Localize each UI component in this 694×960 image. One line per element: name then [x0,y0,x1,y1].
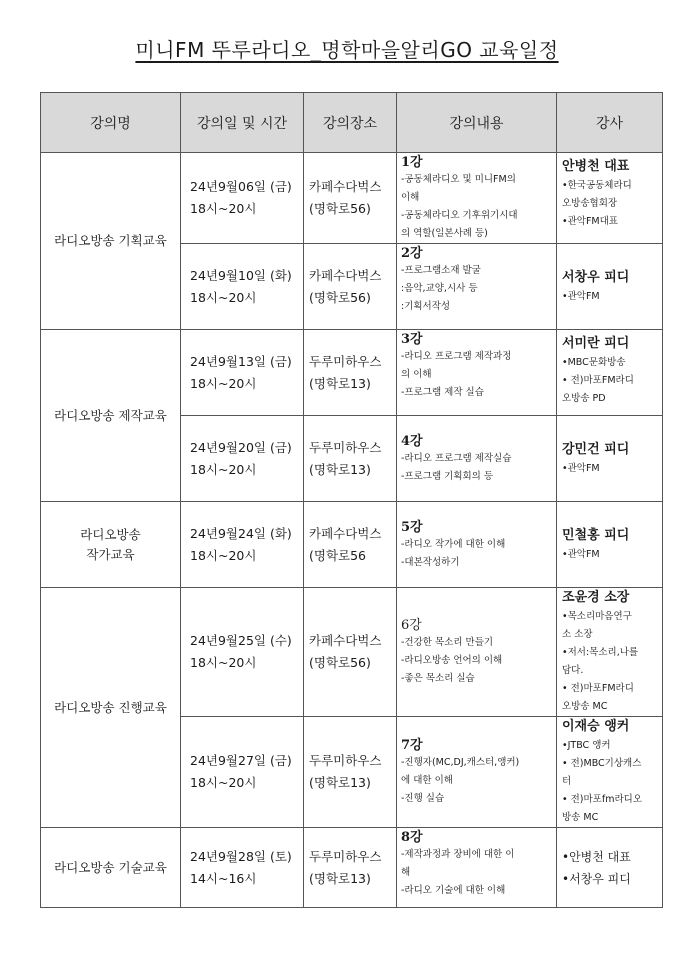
instructor: 이재승 앵커 •JTBC 앵커 • 전)MBC기상캐스 터 • 전)마포fm라디오 방송 MC [557,717,663,828]
lecture-place: 두루미하우스 (명학로13) [304,330,397,416]
lecture-datetime: 24년9월25일 (수) 18시~20시 [181,588,304,717]
lecture-content: 6강 -건강한 목소리 만들기 -라디오방송 언어의 이해 -좋은 목소리 실습 [397,588,557,717]
header-place: 강의장소 [304,93,397,153]
lecture-datetime: 24년9월28일 (토) 14시~16시 [181,828,304,908]
header-course: 강의명 [41,93,181,153]
instructor: •안병천 대표 •서창우 피디 [557,828,663,908]
header-content: 강의내용 [397,93,557,153]
course-name: 라디오방송 기술교육 [41,828,181,908]
table-row [41,828,663,908]
instructor: 서미란 피디 •MBC문화방송 • 전)마포FM라디 오방송 PD [557,330,663,416]
lecture-content: 5강 -라디오 작가에 대한 이해 -대본작성하기 [397,502,557,588]
lecture-content: 7강 -진행자(MC,DJ,캐스터,앵커) 에 대한 이해 -진행 실습 [397,717,557,828]
instructor: 서창우 피디 •관악FM [557,244,663,330]
course-name: 라디오방송 제작교육 [41,330,181,502]
instructor: 민철홍 피디 •관악FM [557,502,663,588]
course-name: 라디오방송 진행교육 [41,588,181,828]
lecture-content: 8강 -제작과정과 장비에 대한 이 해 -라디오 기술에 대한 이해 [397,828,557,908]
lecture-place: 두루미하우스 (명학로13) [304,828,397,908]
lecture-place: 카페수다벅스 (명학로56) [304,244,397,330]
lecture-datetime: 24년9월06일 (금) 18시~20시 [181,153,304,244]
header-instructor: 강사 [557,93,663,153]
instructor: 안병천 대표 •한국공동체라디 오방송협회장 •관악FM대표 [557,153,663,244]
lecture-place: 카페수다벅스 (명학로56 [304,502,397,588]
lecture-datetime: 24년9월20일 (금) 18시~20시 [181,416,304,502]
course-name: 라디오방송 기획교육 [41,153,181,330]
lecture-place: 카페수다벅스 (명학로56) [304,153,397,244]
header-row [41,93,663,153]
lecture-content: 1강 -공동체라디오 및 미니FM의 이해 -공동체라디오 기후위기시대 의 역할(일본사례 등) [397,153,557,244]
schedule-table [40,92,663,908]
lecture-content: 3강 -라디오 프로그램 제작과정 의 이해 -프로그램 제작 실습 [397,330,557,416]
table-row [41,588,663,717]
table-row [41,153,663,244]
lecture-content: 4강 -라디오 프로그램 제작실습 -프로그램 기획회의 등 [397,416,557,502]
page-title: 미니FM 뚜루라디오_명학마을알리GO 교육일정 [135,38,559,62]
lecture-datetime: 24년9월24일 (화) 18시~20시 [181,502,304,588]
table-row [41,502,663,588]
lecture-datetime: 24년9월27일 (금) 18시~20시 [181,717,304,828]
instructor: 조윤경 소장 •목소리마음연구 소 소장 •저서:목소리,나를 담다. • 전)마포FM라디 오방송 MC [557,588,663,717]
header-date: 강의일 및 시간 [181,93,304,153]
lecture-content: 2강 -프로그램소재 발굴 :음악,교양,시사 등 :기획서작성 [397,244,557,330]
lecture-place: 카페수다벅스 (명학로56) [304,588,397,717]
lecture-datetime: 24년9월10일 (화) 18시~20시 [181,244,304,330]
lecture-place: 두루미하우스 (명학로13) [304,717,397,828]
table-row [41,330,663,416]
course-name: 라디오방송 작가교육 [41,502,181,588]
lecture-place: 두루미하우스 (명학로13) [304,416,397,502]
lecture-datetime: 24년9월13일 (금) 18시~20시 [181,330,304,416]
instructor: 강민건 피디 •관악FM [557,416,663,502]
